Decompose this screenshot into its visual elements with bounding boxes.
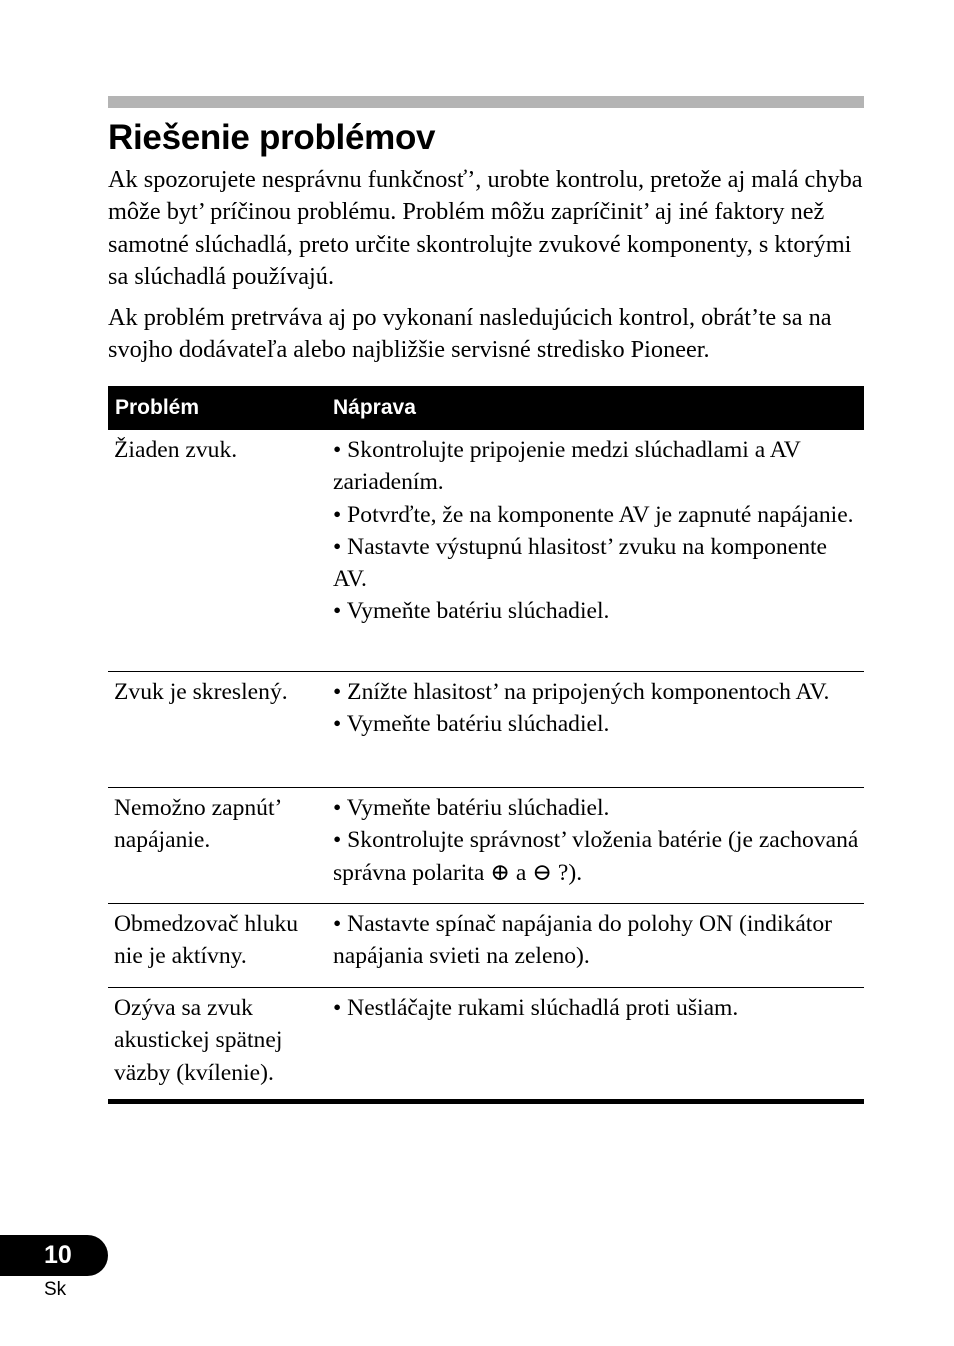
contact-paragraph: Ak problém pretrváva aj po vykonaní nasledujúcich kontrol, obrát’te sa na svojho dodávateľa alebo najbližšie servisné stredisko Pioneer. bbox=[108, 304, 832, 364]
header-problem: Problém bbox=[108, 386, 326, 430]
remedy-item: • Skontrolujte pripojenie medzi slúchadlami a AV zariadením. bbox=[333, 437, 801, 496]
remedy-item: • Skontrolujte správnost’ vloženia batérie (je zachovaná správna polarita ⊕ a ⊖ ?). bbox=[333, 827, 859, 886]
remedy-cell bbox=[326, 788, 864, 904]
remedy-cell bbox=[326, 672, 864, 788]
remedy-cell bbox=[326, 904, 864, 988]
troubleshooting-table bbox=[108, 386, 864, 1104]
language-code: Sk bbox=[44, 1279, 67, 1300]
remedy-cell bbox=[326, 430, 864, 672]
remedy-cell bbox=[326, 988, 864, 1102]
table-row bbox=[108, 988, 864, 1102]
remedy-item: • Vymeňte batériu slúchadiel. bbox=[333, 598, 610, 625]
remedy-item: • Vymeňte batériu slúchadiel. bbox=[333, 711, 610, 738]
remedy-item: • Nastavte výstupnú hlasitost’ zvuku na komponente AV. bbox=[333, 533, 828, 593]
remedy-item: • Potvrďte, že na komponente AV je zapnuté napájanie. bbox=[333, 501, 854, 528]
remedy-item: • Nestláčajte rukami slúchadlá proti ušiam. bbox=[333, 995, 739, 1021]
problem-cell: Ozýva sa zvuk akustickej spätnej väzby (kvílenie). bbox=[108, 988, 326, 1102]
table-row bbox=[108, 904, 864, 988]
table-header-row bbox=[108, 386, 864, 430]
section-top-rule bbox=[108, 96, 864, 108]
problem-cell: Nemožno zapnút’ napájanie. bbox=[108, 788, 326, 904]
problem-cell: Žiaden zvuk. bbox=[108, 430, 326, 672]
page-title: Riešenie problémov bbox=[108, 118, 436, 157]
remedy-item: • Vymeňte batériu slúchadiel. bbox=[333, 795, 610, 821]
header-remedy: Náprava bbox=[326, 386, 864, 430]
table-row bbox=[108, 430, 864, 672]
remedy-item: • Nastavte spínač napájania do polohy ON (indikátor napájania svieti na zeleno). bbox=[333, 911, 833, 970]
table-row bbox=[108, 788, 864, 904]
intro-paragraph: Ak spozorujete nesprávnu funkčnosť’, urobte kontrolu, pretože aj malá chyba môže byt’ príčinou problému. Problém môžu zapríčinit’ aj iné faktory než samotné slúchadlá, preto určite skontrolujte zvukové komponenty, s ktorými sa slúchadlá používajú. bbox=[108, 166, 863, 290]
problem-cell: Zvuk je skreslený. bbox=[108, 672, 326, 788]
table-row bbox=[108, 672, 864, 788]
remedy-item: • Znížte hlasitost’ na pripojených komponentoch AV. bbox=[333, 679, 830, 705]
problem-cell: Obmedzovač hluku nie je aktívny. bbox=[108, 904, 326, 988]
page-number-badge: 10 bbox=[0, 1235, 108, 1276]
